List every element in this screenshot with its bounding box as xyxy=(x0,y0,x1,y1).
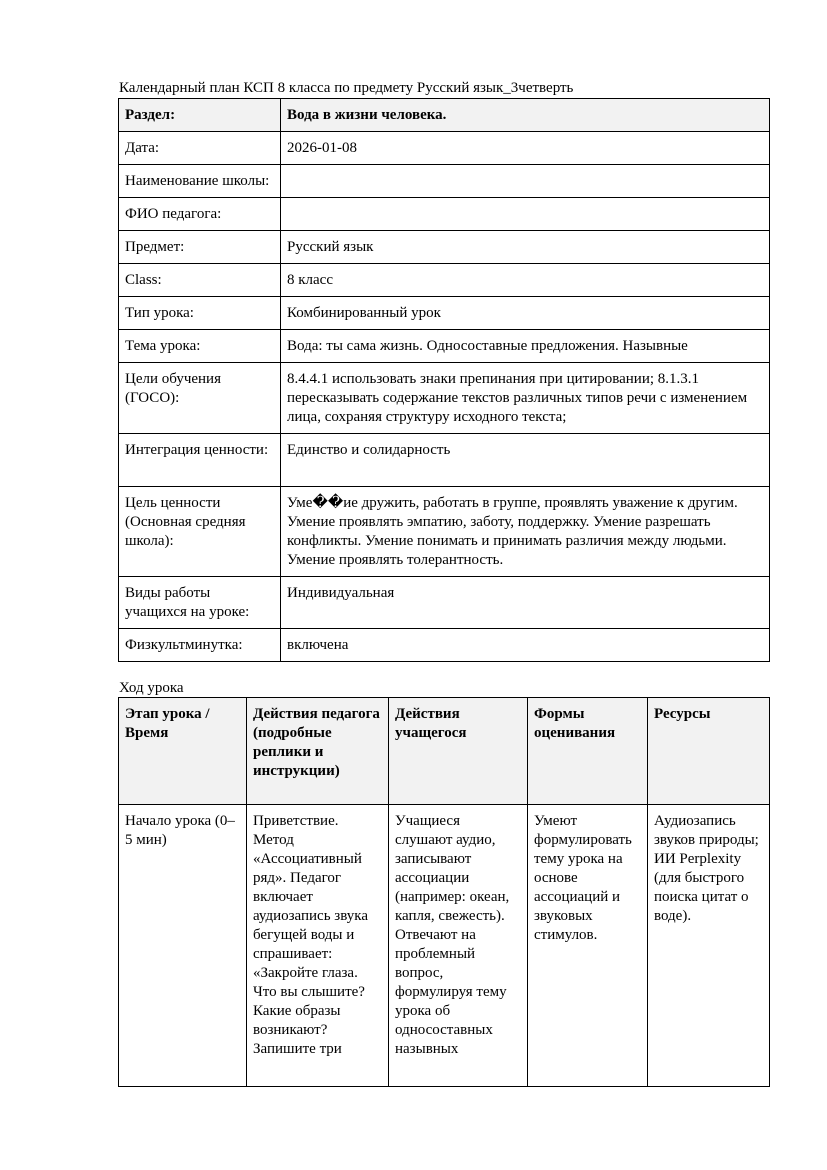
lesson-plan-table xyxy=(118,697,770,1087)
info-value: Единство и солидарность xyxy=(281,434,770,487)
lesson-info-table xyxy=(118,98,770,662)
info-row-topic xyxy=(119,330,770,363)
column-header: Формы оценивания xyxy=(528,698,648,805)
cell-text: Аудиозапись звуков природы; ИИ Perplexity (для быстрого поиска цитат о воде). xyxy=(654,813,759,924)
info-row-lesson-type xyxy=(119,297,770,330)
column-header: Действия учащегося xyxy=(389,698,528,805)
info-row-subject xyxy=(119,231,770,264)
info-label: Виды работы учащихся на уроке: xyxy=(119,577,281,629)
info-row-goals xyxy=(119,363,770,434)
info-label: Дата: xyxy=(119,132,281,165)
info-row-school xyxy=(119,165,770,198)
cell-text: Приветствие. Метод «Ассоциативный ряд». Педагог включает аудиозапись звука бегущей воды и спрашивает: «Закройте глаза. Что вы слышите? Какие образы возникают? Запишите три xyxy=(253,813,369,1057)
info-value: Вода: ты сама жизнь. Односоставные предложения. Назывные xyxy=(281,330,770,363)
info-value: 8.4.4.1 использовать знаки препинания при цитировании; 8.1.3.1 пересказывать содержание текстов различных типов речи с изменением лица, сохраняя структуру исходного текста; xyxy=(281,363,770,434)
table-cell xyxy=(648,805,770,1087)
info-value: Русский язык xyxy=(281,231,770,264)
info-label: Цель ценности (Основная средняя школа): xyxy=(119,487,281,577)
info-row-values xyxy=(119,434,770,487)
table-cell xyxy=(389,805,528,1087)
info-row-date xyxy=(119,132,770,165)
info-label: Тип урока: xyxy=(119,297,281,330)
info-label: ФИО педагога: xyxy=(119,198,281,231)
info-value xyxy=(281,165,770,198)
info-label: Наименование школы: xyxy=(119,165,281,198)
info-label: Тема урока: xyxy=(119,330,281,363)
column-header: Действия педагога (подробные реплики и инструкции) xyxy=(247,698,389,805)
cell-text: Умеют формулировать тему урока на основе ассоциаций и звуковых стимулов. xyxy=(534,813,632,943)
info-row-teacher xyxy=(119,198,770,231)
table-cell xyxy=(528,805,648,1087)
cell-text: Учащиеся слушают аудио, записывают ассоциации (например: океан, капля, свежесть). Отвечают на проблемный вопрос, формулируя тему урока об односоставных назывных xyxy=(395,813,510,1057)
info-value: 8 класс xyxy=(281,264,770,297)
info-value: 2026-01-08 xyxy=(281,132,770,165)
table-row xyxy=(119,805,770,1087)
info-row-exercise xyxy=(119,629,770,662)
table-cell xyxy=(247,805,389,1087)
document-title: Календарный план КСП 8 класса по предмету Русский язык_3четверть xyxy=(119,80,574,96)
column-header: Ресурсы xyxy=(648,698,770,805)
info-label: Физкультминутка: xyxy=(119,629,281,662)
info-label: Раздел: xyxy=(119,99,281,132)
info-value: Вода в жизни человека. xyxy=(281,99,770,132)
info-label: Class: xyxy=(119,264,281,297)
info-row-class xyxy=(119,264,770,297)
column-header: Этап урока / Время xyxy=(119,698,247,805)
info-value: Комбинированный урок xyxy=(281,297,770,330)
table-header-row xyxy=(119,698,770,805)
cell-text: Начало урока (0–5 мин) xyxy=(125,813,235,848)
info-label: Цели обучения (ГОСО): xyxy=(119,363,281,434)
section-caption: Ход урока xyxy=(119,680,184,696)
info-row-work-types xyxy=(119,577,770,629)
info-value: Индивидуальная xyxy=(281,577,770,629)
info-value: Уме��ие дружить, работать в группе, проявлять уважение к другим. Умение проявлять эмпатию, заботу, поддержку. Умение разрешать конфликты. Умение понимать и принимать различия между людьми. Умение проявлять толерантность. xyxy=(281,487,770,577)
info-label: Предмет: xyxy=(119,231,281,264)
table-cell xyxy=(119,805,247,1087)
info-row-value-goal xyxy=(119,487,770,577)
info-value: включена xyxy=(281,629,770,662)
info-row-section xyxy=(119,99,770,132)
info-value xyxy=(281,198,770,231)
info-label: Интеграция ценности: xyxy=(119,434,281,487)
